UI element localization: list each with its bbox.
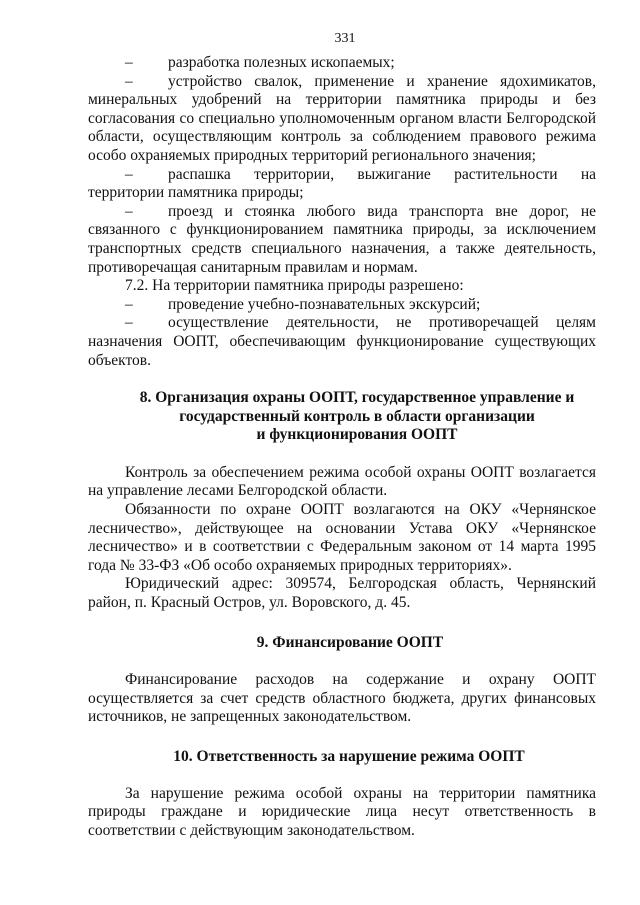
list-item [88, 296, 596, 315]
section-8-heading [88, 389, 596, 445]
list-item-text: проведение учебно-познавательных экскурсий; [168, 295, 481, 313]
section-10-heading: 10. Ответственность за нарушение режима ООПТ [173, 748, 525, 765]
heading-line: государственный контроль в области организации [179, 407, 535, 425]
section-8-paragraph: Контроль за обеспечением режима особой охраны ООПТ возлагается на управление лесами Белгородской области. [88, 463, 596, 500]
list-item-text: устройство свалок, применение и хранение ядохимикатов, минеральных удобрений на территории памятника природы и без согласования со специально уполномоченным органом власти Белгородской области, осуществляющим контроль за соблюдением правового режима особо охраняемых природных территорий регионального значения; [88, 72, 596, 164]
section-9-paragraph: Финансирование расходов на содержание и охрану ООПТ осуществляется за счет средств областного бюджета, других финансовых источников, не запрещенных законодательством. [88, 671, 596, 726]
dash-marker: – [125, 295, 133, 313]
dash-marker: – [125, 54, 133, 71]
heading-line: и функционирования ООПТ [256, 426, 458, 444]
list-item [88, 166, 596, 203]
document-page [88, 30, 596, 840]
list-item [88, 54, 596, 73]
page-number: 331 [334, 31, 356, 46]
section-8-paragraph: Юридический адрес: 309574, Белгородская область, Чернянский район, п. Красный Остров, ул. Воровского, д. 45. [88, 575, 596, 612]
list-item-text: осуществление деятельности, не противоречащей целям назначения ООПТ, обеспечивающим функционирование существующих объектов. [88, 314, 596, 369]
list-item [88, 203, 596, 277]
heading-line: 8. Организация охраны ООПТ, государственное управление и [139, 389, 575, 407]
dash-marker: – [125, 72, 133, 90]
list-item-text: разработка полезных ископаемых; [168, 54, 395, 71]
list-item [88, 314, 596, 370]
section-8-paragraph: Обязанности по охране ООПТ возлагаются на ОКУ «Чернянское лесничество», действующее на основании Устава ОКУ «Чернянское лесничество» и в соответствии с Федеральным законом от 14 марта 1995 года № 33-ФЗ «Об особо охраняемых природных территориях». [88, 501, 596, 574]
list-item [88, 73, 596, 166]
list-item-text: распашка территории, выжигание растительности на территории памятника природы; [88, 165, 596, 202]
list-item-text: проезд и стоянка любого вида транспорта вне дорог, не связанного с функционированием памятника природы, за исключением транспортных средств специального назначения, а также деятельность, противоречащая санитарным правилам и нормам. [88, 202, 596, 276]
section-10-paragraph: За нарушение режима особой охраны на территории памятника природы граждане и юридические лица несут ответственность в соответствии с действующим законодательством. [88, 784, 596, 839]
dash-marker: – [125, 202, 133, 220]
dash-marker: – [125, 314, 133, 332]
dash-marker: – [125, 165, 133, 183]
restrictions-list [88, 54, 596, 370]
section-9-heading: 9. Финансирование ООПТ [256, 633, 444, 651]
paragraph-7-2 [88, 277, 596, 296]
paragraph-text: 7.2. На территории памятника природы разрешено: [125, 277, 464, 295]
